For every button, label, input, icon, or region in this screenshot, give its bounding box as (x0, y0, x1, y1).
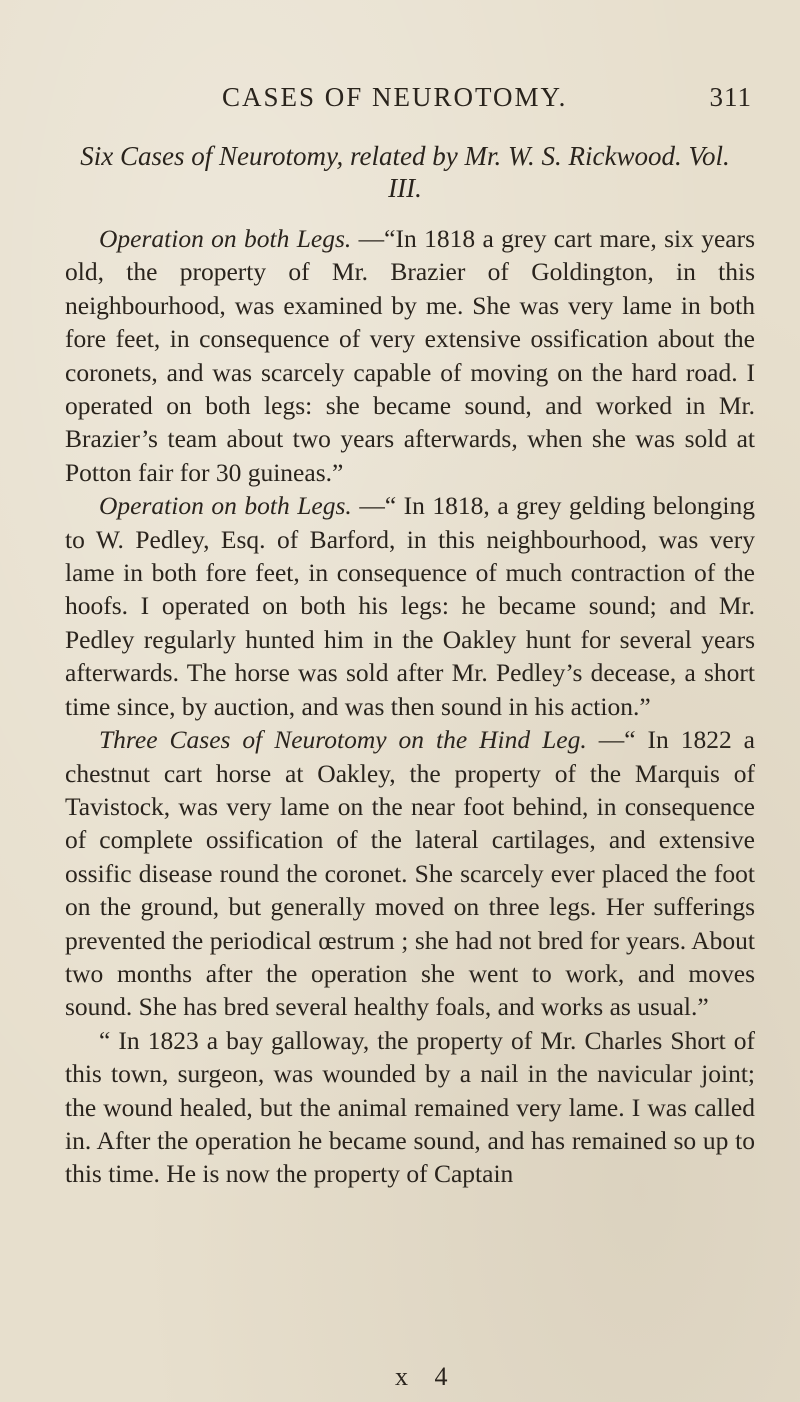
running-title: CASES OF NEUROTOMY. (222, 82, 568, 112)
page-number: 311 (709, 82, 752, 112)
signature-mark: x 4 (395, 1362, 458, 1391)
paragraph-2-text: —“ In 1818, a grey gelding belonging to W. Pedley, Esq. of Barford, in this neighbourhood, was very lame in both fore feet, in consequence of much contraction of the hoofs. I operated on both his legs: he became sound; and Mr. Pedley regularly hunted him in the Oakley hunt for several years afterwards. The horse was sold after Mr. Pedley’s decease, a short time since, by auction, and was then sound in his action.” (65, 491, 755, 721)
paragraph-3-text: —“ In 1822 a chestnut cart horse at Oakley, the property of the Marquis of Tavistock, was very lame on the near foot behind, in consequence of complete ossification of the lateral cartilages, and extensive ossific disease round the coronet. She scarcely ever placed the foot on the ground, but generally moved on three legs. Her sufferings prevented the periodical œstrum ; she had not bred for years. About two months after the operation she went to work, and moves sound. She has bred several healthy foals, and works as usual.” (65, 725, 755, 1022)
page-header (222, 82, 752, 122)
section-heading: Six Cases of Neurotomy, related by Mr. W. S. Rickwood. Vol. III. (80, 141, 730, 203)
body-text (65, 222, 755, 1191)
paragraph-3 (65, 723, 755, 1024)
paragraph-1-lead: Operation on both Legs. (99, 224, 352, 253)
paragraph-3-lead: Three Cases of Neurotomy on the Hind Leg. (99, 725, 587, 755)
paragraph-4 (65, 1024, 755, 1191)
paragraph-2 (65, 489, 755, 723)
paragraph-4-text: “ In 1823 a bay galloway, the property of Mr. Charles Short of this town, surgeon, was wounded by a nail in the navicular joint; the wound healed, but the animal remained very lame. I was called in. After the operation he became sound, and has remained so up to this time. He is now the property of Captain (65, 1025, 755, 1189)
paragraph-2-lead: Operation on both Legs. (99, 491, 352, 521)
paragraph-1-text: —“In 1818 a grey cart mare, six years old, the property of Mr. Brazier of Goldington, in this neighbourhood, was examined by me. She was very lame in both fore feet, in consequence of very extensive ossification about the coronets, and was scarcely capable of moving on the hard road. I operated on both legs: she became sound, and worked in Mr. Brazier’s team about two years afterwards, when she was sold at Potton fair for 30 guineas.” (65, 224, 755, 487)
paragraph-1 (65, 222, 755, 489)
